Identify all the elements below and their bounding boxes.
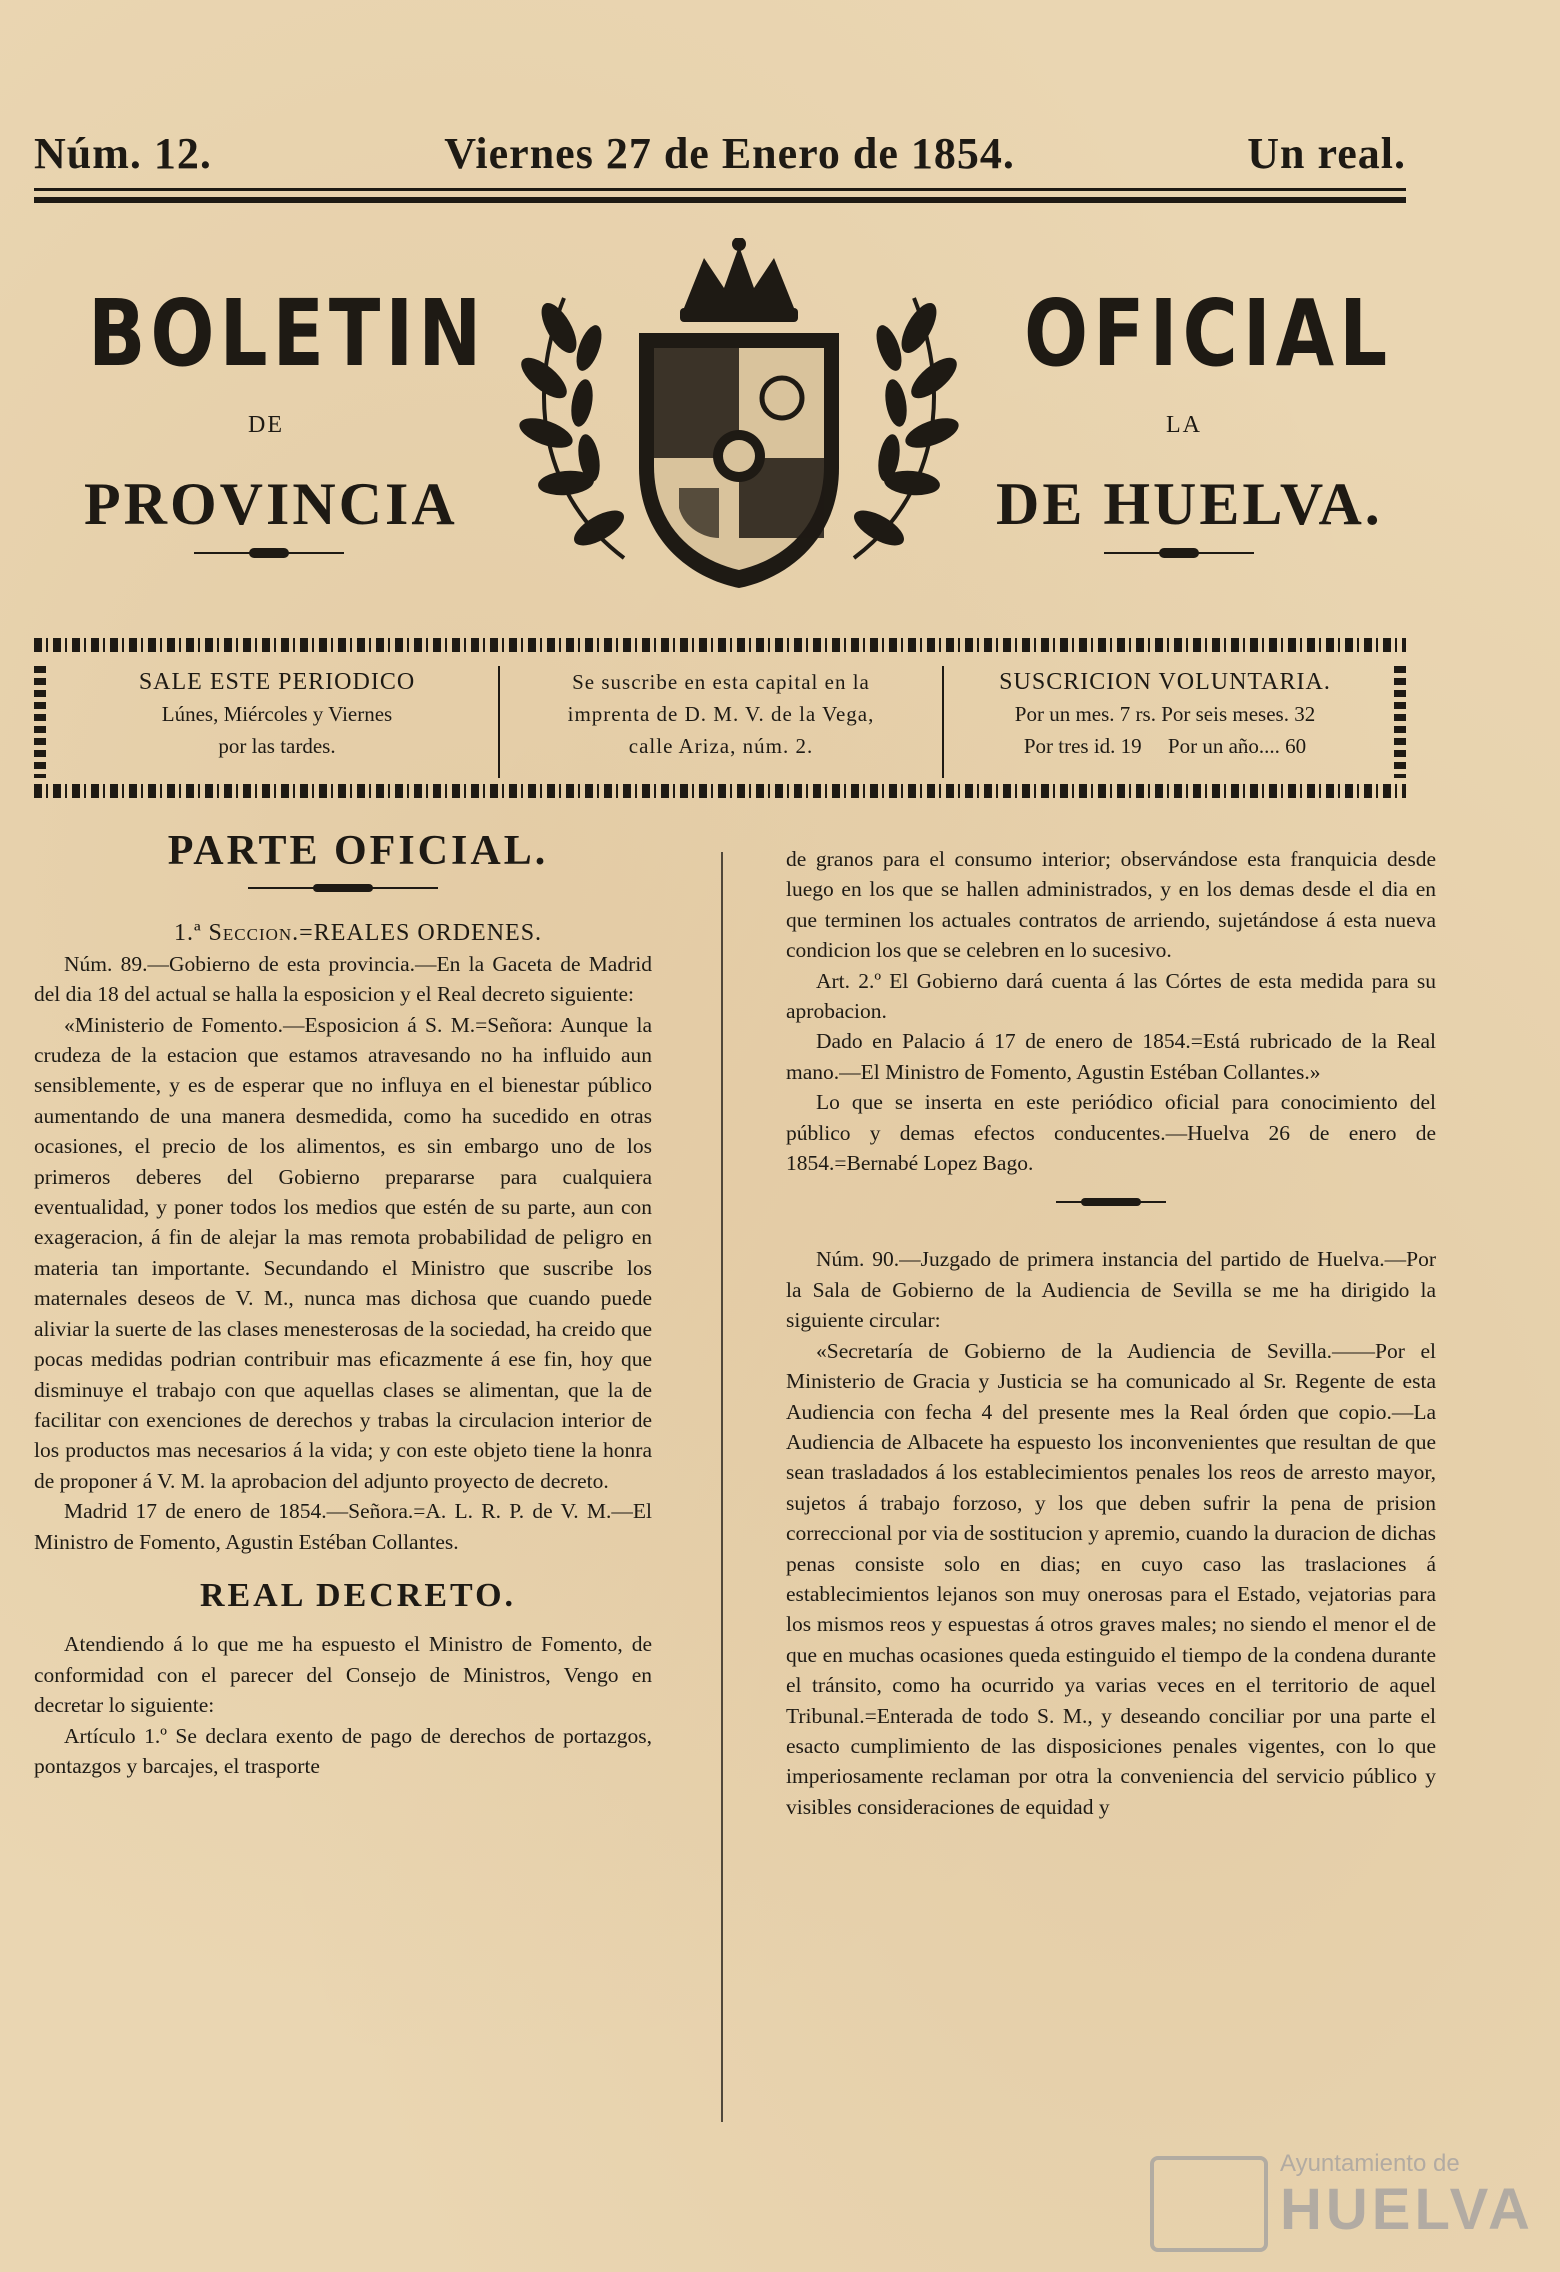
archive-watermark [1150, 2150, 1534, 2250]
section-separator [248, 884, 438, 892]
paragraph-dado-en-palacio: Dado en Palacio á 17 de enero de 1854.=Está rubricado de la Real mano.—El Ministro de Fomento, Agustin Estéban Collantes.» [786, 1029, 1436, 1084]
prices-line-1: Por un mes. 7 rs. Por seis meses. 32 [1014, 702, 1316, 726]
right-column [786, 844, 1436, 1822]
paragraph-num-89: Núm. 89.—Gobierno de esta provincia.—En la Gaceta de Madrid del dia 18 del actual se halla la esposicion y el Real decreto siguiente: [34, 951, 652, 1007]
paragraph-article-1: Artículo 1.º Se declara exento de pago de derechos de portazgos, pontazgos y barcajes, el trasporte [34, 1723, 652, 1778]
title-la: LA [1166, 412, 1202, 438]
paragraph-decree-intro: Atendiendo á lo que me ha espuesto el Ministro de Fomento, de conformidad con el parecer del Consejo de Ministros, Vengo en decretar lo siguiente: [34, 1632, 652, 1718]
section-title-parte-oficial: PARTE OFICIAL. [167, 828, 549, 874]
subscribe-line-2: imprenta de D. M. V. de la Vega, [567, 702, 875, 726]
royal-coat-of-arms-icon [504, 238, 974, 598]
left-column [34, 828, 652, 1781]
city-logo-icon [1150, 2156, 1268, 2252]
schedule-column [56, 666, 498, 778]
issue-date: Viernes 27 de Enero de 1854. [444, 129, 1015, 178]
issue-number: Núm. 12. [34, 129, 212, 178]
chain-border-top [34, 638, 1406, 652]
subscription-band [34, 638, 1406, 798]
title-provincia: PROVINCIA [84, 471, 458, 537]
watermark-line-2: HUELVA [1280, 2177, 1534, 2242]
subscribe-location-column [498, 666, 944, 778]
issue-price: Un real. [1247, 129, 1406, 178]
title-de: DE [248, 412, 284, 438]
paragraph-num-90: Núm. 90.—Juzgado de primera instancia del partido de Huelva.—Por la Sala de Gobierno de la Audiencia de Sevilla se me ha dirigido la siguiente circular: [786, 1247, 1436, 1333]
watermark-line-1: Ayuntamiento de [1280, 2150, 1460, 2177]
title-ornament-left [194, 548, 344, 558]
chain-border-bottom [34, 784, 1406, 798]
paragraph-granos: de granos para el consumo interior; observándose esta franquicia desde luego en los que se hallen administrados, y en los demas desde el dia en que terminen los actuales contratos de arriendo, sujetándose á esta nueva condicion los que se celebren en lo sucesivo. [786, 847, 1436, 963]
title-ornament-right [1104, 548, 1254, 558]
article-separator [1056, 1198, 1166, 1206]
header-rule-top [34, 188, 1406, 191]
title-de-huelva: DE HUELVA. [996, 471, 1383, 537]
title-word-oficial: OFICIAL [1024, 280, 1393, 387]
subsection-reales-ordenes: 1.ª Seccion.=REALES ORDENES. [173, 920, 543, 947]
paragraph-lo-que-se-inserta: Lo que se inserta en este periódico oficial para conocimiento del público y demas efectos conducentes.—Huelva 26 de enero de 1854.=Bernabé Lopez Bago. [786, 1090, 1436, 1176]
paragraph-circular: «Secretaría de Gobierno de la Audiencia de Sevilla.——Por el Ministerio de Gracia y Justicia se ha comunicado al Sr. Regente de esta Audiencia con fecha 4 del presente mes la Real órden que copio.—La Audiencia de Albacete ha espuesto los inconvenientes que resultan de que sean trasladados á los establecimientos penales los reos de arresto mayor, sujetos á trabajo forzoso, y los que deben sufrir la pena de prision correccional por via de sostitucion y apremio, cuando la duracion de dichas penas consiste solo en dias; en cuyo caso las traslaciones á establecimientos lejanos son muy onerosas para el Estado, vejatorias para los mismos reos y espuestas á otros graves males; no siendo el menor el de que en muchas ocasiones queda estinguido el tiempo de la condena durante el tránsito, como ha ocurrido ya varias veces en el territorio de aquel Tribunal.=Enterada de todo S. M., y deseando conciliar por una parte el esacto cumplimiento de las disposiciones penales vigentes, con lo que imperiosamente reclaman por otra la conveniencia del servicio público y visibles consideraciones de equidad y [786, 1338, 1436, 1819]
chain-border-right [1394, 666, 1406, 778]
issue-header [34, 128, 1406, 184]
paragraph-signature-1: Madrid 17 de enero de 1854.—Señora.=A. L. R. P. de V. M.—El Ministro de Fomento, Agustin Estéban Collantes. [34, 1499, 652, 1554]
schedule-title: SALE ESTE PERIODICO [138, 669, 416, 695]
title-word-boletin: BOLETIN [88, 280, 487, 387]
subscribe-line-1: Se suscribe en esta capital en la [572, 670, 870, 694]
subscribe-line-3: calle Ariza, núm. 2. [628, 734, 814, 758]
header-rule-bottom [34, 197, 1406, 203]
chain-border-left [34, 666, 46, 778]
paragraph-article-2: Art. 2.º El Gobierno dará cuenta á las Córtes de esta medida para su aprobacion. [786, 968, 1436, 1024]
prices-line-2: Por tres id. 19 Por un año.... 60 [1023, 734, 1307, 758]
column-divider [721, 852, 723, 2122]
schedule-time: por las tardes. [218, 734, 336, 758]
paragraph-esposicion: «Ministerio de Fomento.—Esposicion á S. M.=Señora: Aunque la crudeza de la estacion que estamos atravesando no ha influido aun sensiblemente, y es de esperar que no influya en el bienestar público aumentando de una manera desmedida, como ha sucedido en otras ocasiones, el precio de los alimentos, es sin embargo uno de los primeros deberes del Gobierno prepararse para cualquiera eventualidad, y poner todos los medios que estén de su parte, aun con exageracion, á fin de alejar la mas remota probabilidad de peligro en materia tan importante. Secundando el Ministro que suscribe los maternales deseos de V. M., nunca mas dichosa que cuando puede aliviar la suerte de las clases menesterosas de la sociedad, ha creido que pocas medidas podrian contribuir mas eficazmente á ese fin, hoy que disminuye el trabajo con que aquellas clases se alimentan, que la de facilitar con exenciones de derechos y trabas la circulacion interior de los productos mas necesarios á la vida; y con este objeto tiene la honra de proponer á V. M. la aprobacion del adjunto proyecto de decreto. [34, 1012, 652, 1493]
title-real-decreto: REAL DECRETO. [199, 1576, 517, 1614]
schedule-days: Lúnes, Miércoles y Viernes [161, 702, 393, 726]
prices-title: SUSCRICION VOLUNTARIA. [999, 669, 1331, 695]
prices-column [944, 666, 1386, 778]
newspaper-page [34, 0, 1436, 2272]
